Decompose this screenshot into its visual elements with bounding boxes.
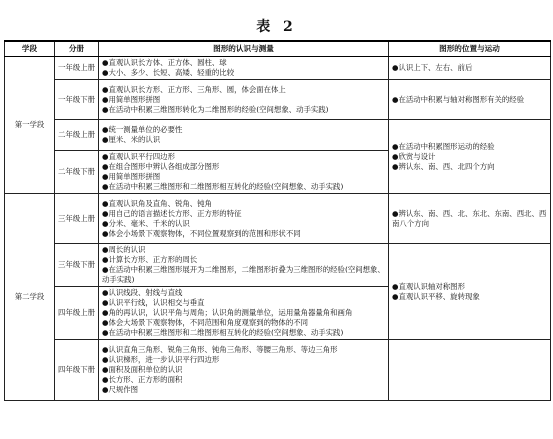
bullet-item: ●直观认识平行四边形	[102, 152, 175, 161]
shape-cell	[99, 244, 389, 287]
bullet-item: ●周长的认识	[102, 245, 146, 254]
bullet-item: ●辨认东、南、西、北四个方向	[392, 161, 495, 171]
bullet-item: ●长方形、正方形的面积	[102, 375, 183, 384]
book-cell: 三年级上册	[55, 194, 99, 244]
bullet-item: ●直观认识轴对称图形	[392, 281, 465, 291]
book-cell: 二年级上册	[55, 120, 99, 151]
bullet-item: ●体会大场景下观察物体，不同范围和角度观察到的物体的不同	[102, 318, 308, 327]
bullet-item: ●认识直角三角形、锐角三角形、钝角三角形、等腰三角形、等边三角形	[102, 345, 338, 354]
bullet-item: ●在活动中积累三维图形和二维图形相互转化的经验(空间想象、动手实践)	[102, 328, 344, 337]
bullet-item: ●用自己的语言描述长方形、正方形的特征	[102, 208, 242, 218]
header-stage: 学段	[5, 41, 55, 57]
bullet-item: ●面积及面积单位的认识	[102, 365, 183, 374]
bullet-item: ●直观认识平移、旋转现象	[392, 291, 480, 301]
table-row	[5, 120, 551, 151]
book-cell: 二年级下册	[55, 151, 99, 194]
table-row	[5, 80, 551, 120]
bullet-item: ●用简单图形拼图	[102, 94, 161, 104]
bullet-item: ●厘米、米的认识	[102, 135, 161, 144]
bullet-item: ●用简单图形拼图	[102, 172, 161, 181]
bullet-item: ●认识梯形，进一步认识平行四边形	[102, 355, 220, 364]
table-title: 表 2	[256, 19, 297, 35]
bullet-item: ●认识线段、射线与直线	[102, 288, 183, 297]
stage-cell: 第一学段	[5, 57, 55, 194]
bullet-item: ●认识平行线，认识相交与垂直	[102, 298, 205, 307]
stage-cell: 第二学段	[5, 194, 55, 401]
bullet-item: ●认识上下、左右、前后	[392, 63, 473, 72]
shape-cell	[99, 80, 389, 120]
book-cell: 四年级下册	[55, 340, 99, 401]
bullet-item: ●直观认识长方形、正方形、三角形、圆，体会面在体上	[102, 84, 286, 94]
table-row	[5, 57, 551, 80]
curriculum-table	[4, 40, 551, 401]
book-cell: 三年级下册	[55, 244, 99, 287]
header-position: 图形的位置与运动	[389, 41, 551, 57]
bullet-item: ●统一测量单位的必要性	[102, 125, 183, 134]
book-cell: 一年级下册	[55, 80, 99, 120]
book-cell: 一年级上册	[55, 57, 99, 80]
shape-cell	[99, 194, 389, 244]
bullet-item: ●大小、多少、长短、高矮、轻重的比较	[102, 68, 235, 77]
bullet-item: ●尺规作图	[102, 385, 139, 394]
position-cell	[389, 340, 551, 401]
table-body	[5, 57, 551, 401]
bullet-item: ●辨认东、南、西、北、东北、东南、西北、西南八个方向	[392, 208, 547, 228]
bullet-item: ●直观认识长方体、正方体、圆柱、球	[102, 58, 227, 67]
bullet-item: ●在活动中积累三维图形展开为二维图形，二维图形折叠为三维图形的经验(空间想象、动手实践)	[102, 265, 385, 284]
shape-cell	[99, 57, 389, 80]
header-book: 分册	[55, 41, 99, 57]
bullet-item: ●计算长方形、正方形的周长	[102, 255, 198, 264]
bullet-item: ●在活动中积累图形运动的经验	[392, 141, 495, 151]
bullet-item: ●体会小场景下观察物体，不同位置观察到的范围和形状不同	[102, 228, 301, 238]
bullet-item: ●在组合图形中辨认各组成部分图形	[102, 162, 220, 171]
table-row	[5, 340, 551, 401]
shape-cell	[99, 151, 389, 194]
position-cell	[389, 120, 551, 194]
bullet-item: ●角的再认识，认识平角与周角；认识角的测量单位，运用量角器量角和画角	[102, 308, 353, 317]
bullet-item: ●在活动中积累与轴对称图形有关的经验	[392, 94, 525, 104]
shape-cell	[99, 340, 389, 401]
position-cell	[389, 194, 551, 244]
header-row	[5, 41, 551, 57]
bullet-item: ●分米、毫米、千米的认识	[102, 218, 190, 228]
bullet-item: ●欣赏与设计	[392, 151, 436, 161]
position-cell	[389, 244, 551, 340]
position-cell	[389, 80, 551, 120]
bullet-item: ●在活动中积累三维图形转化为二维图形的经验(空间想象、动手实践)	[102, 104, 329, 114]
bullet-item: ●在活动中积累三维图形和二维图形相互转化的经验(空间想象、动手实践)	[102, 182, 344, 191]
bullet-item: ●直观认识角及直角、锐角、钝角	[102, 198, 212, 208]
shape-cell	[99, 287, 389, 340]
table-row	[5, 194, 551, 244]
shape-cell	[99, 120, 389, 151]
table-row	[5, 244, 551, 287]
book-cell: 四年级上册	[55, 287, 99, 340]
header-shape: 图形的认识与测量	[99, 41, 389, 57]
position-cell	[389, 57, 551, 80]
